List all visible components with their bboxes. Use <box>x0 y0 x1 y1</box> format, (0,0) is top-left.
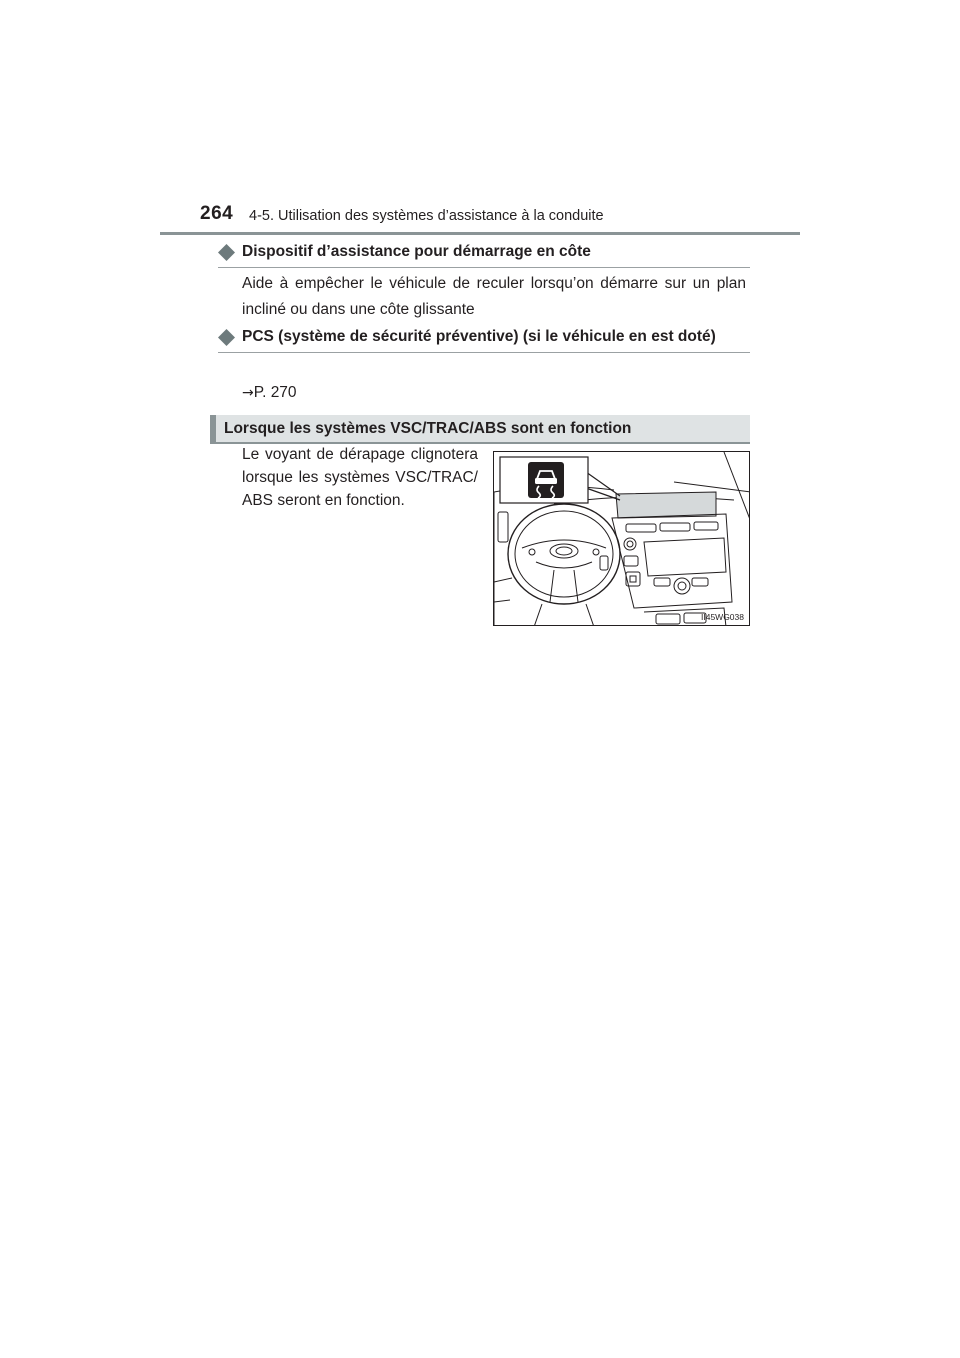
header-rule <box>160 232 800 235</box>
section-heading-pcs <box>218 324 750 353</box>
diamond-bullet-icon <box>218 244 235 261</box>
running-header: 4-5. Utilisation des systèmes d’assistance à la conduite <box>249 208 604 224</box>
section-heading-hill-start <box>218 239 750 268</box>
figure-code: II45WG038 <box>701 612 744 622</box>
subsection-banner <box>210 415 750 444</box>
banner-accent-bar <box>210 415 216 444</box>
dashboard-drawing <box>494 452 750 626</box>
slip-indicator-description: Le voyant de dérapage clignotera lorsque les systèmes VSC/TRAC/ ABS seront en fonction. <box>242 446 478 509</box>
section-heading-text: PCS (système de sécurité préventive) (si le véhicule en est doté) <box>242 328 716 345</box>
dashboard-illustration <box>493 451 750 626</box>
banner-title: Lorsque les systèmes VSC/TRAC/ABS sont en fonction <box>224 420 632 437</box>
slip-indicator-icon <box>528 462 564 498</box>
upper-display <box>616 492 716 518</box>
cross-reference-page[interactable]: P. 270 <box>253 384 297 401</box>
section-body-hill-start: Aide à empêcher le véhicule de reculer lorsqu’on démarre sur un plan incliné ou dans une côte glissante <box>242 275 746 318</box>
page-number: 264 <box>200 203 234 224</box>
cross-reference <box>242 380 746 406</box>
arrow-right-icon: → <box>242 385 254 401</box>
diamond-bullet-icon <box>218 329 235 346</box>
section-heading-text: Dispositif d’assistance pour démarrage en côte <box>242 243 591 260</box>
